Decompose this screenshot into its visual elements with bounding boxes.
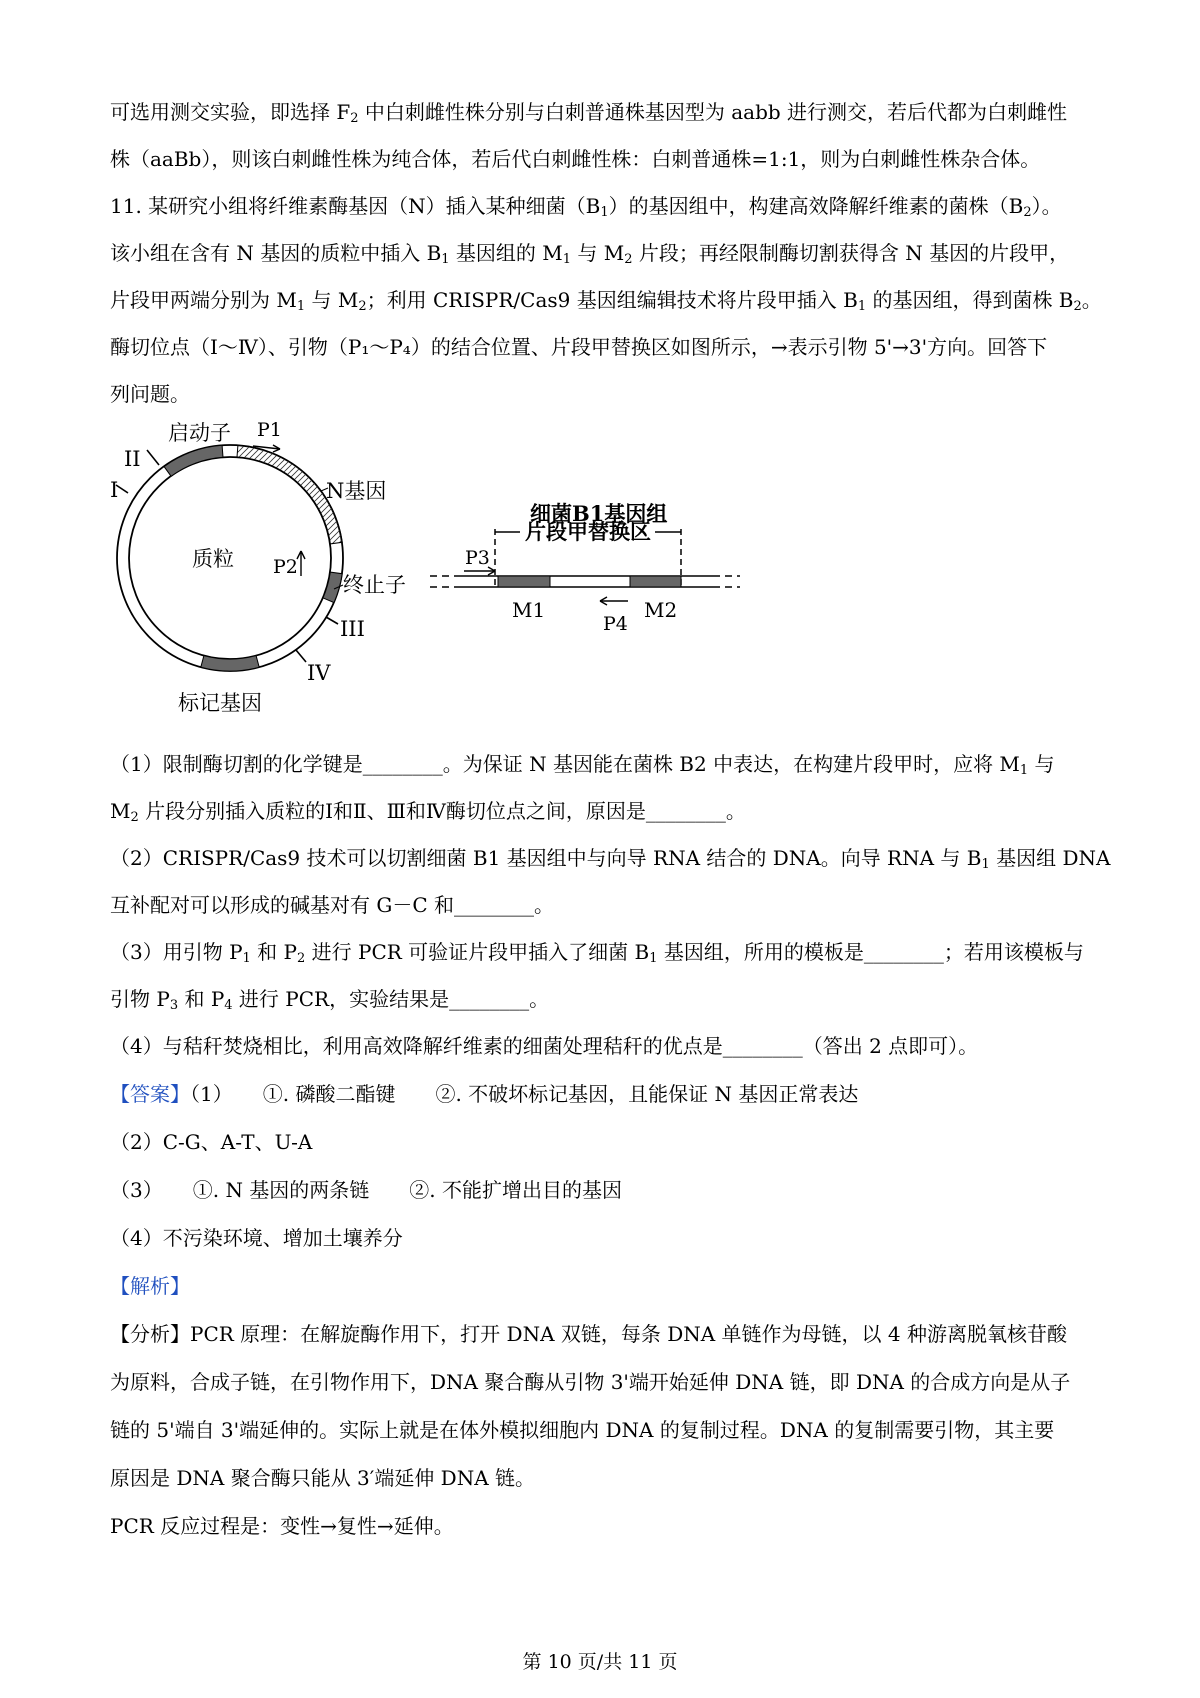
answer-line-1: 【答案】（1） ①. 磷酸二酯键 ②. 不破坏标记基因，且能保证 N 基因正常表达: [110, 1082, 859, 1106]
q11-line-3: 片段甲两端分别为 $M_1$ 与 $M_2$；利用 CRISPR/Cas9 基因组编辑技术将片段甲插入 $B_1$ 的基因组，得到菌株 $B_2$。: [110, 288, 1102, 314]
intro-line-2: 株（aaBb），则该白刺雌性株为纯合体，若后代白刺雌性株：白刺普通株=1:1，则为白刺雌性株杂合体。: [110, 147, 1041, 171]
q2-line-1: （2）CRISPR/Cas9 技术可以切割细菌 B1 基因组中与向导 RNA 结合的 DNA。向导 RNA 与 $B_1$ 基因组 DNA: [110, 846, 1111, 872]
intro-line-1: 可选用测交实验，即选择 $F_2$ 中白刺雌性株分别与白刺普通株基因型为 aabb 进行测交，若后代都为白刺雌性: [110, 100, 1068, 126]
promoter-segment: [164, 445, 223, 476]
analysis-tag: 【解析】: [110, 1274, 190, 1298]
analysis-line-2: 为原料，合成子链，在引物作用下，DNA 聚合酶从引物 3'端开始延伸 DNA 链，即 DNA 的合成方向是从子: [110, 1370, 1071, 1394]
p4-label: P4: [603, 613, 628, 635]
site-4-label: IV: [307, 661, 331, 685]
site-3-label: III: [340, 617, 365, 641]
q11-line-4: 酶切位点（Ⅰ～Ⅳ）、引物（P₁～P₄）的结合位置、片段甲替换区如图所示，→表示引物 5'→3'方向。回答下: [110, 335, 1048, 359]
q1-line-2: $M_2$ 片段分别插入质粒的Ⅰ和Ⅱ、Ⅲ和Ⅳ酶切位点之间，原因是________。: [110, 799, 746, 825]
analysis-line-1: 【分析】PCR 原理：在解旋酶作用下，打开 DNA 双链，每条 DNA 单链作为母链，以 4 种游离脱氧核苷酸: [110, 1322, 1068, 1346]
genome-title: 细菌B1基因组: [530, 501, 668, 526]
analysis-line-5: PCR 反应过程是：变性→复性→延伸。: [110, 1514, 454, 1538]
answer-line-4: （4）不污染环境、增加土壤养分: [110, 1226, 403, 1250]
promoter-label: 启动子: [168, 421, 231, 445]
m2-label: M2: [644, 598, 678, 622]
plasmid-genome-figure: [110, 418, 830, 748]
plasmid-label: 质粒: [192, 547, 234, 571]
q11-line-1: 11. 某研究小组将纤维素酶基因（N）插入某种细菌$(B_1)$的基因组中，构建高效降解纤维素的菌株$(B_2)$。: [110, 194, 1062, 220]
site-2-label: II: [124, 447, 141, 471]
site-4-tick: [296, 650, 306, 662]
answer-line-2: （2）C-G、A-T、U-A: [110, 1130, 313, 1154]
site-2-tick: [147, 450, 159, 465]
m2-segment: [630, 576, 681, 587]
q11-line-2: 该小组在含有 N 基因的质粒中插入 $B_1$ 基因组的 $M_1$ 与 $M_2$ 片段；再经限制酶切割获得含 N 基因的片段甲，: [110, 241, 1070, 267]
marker-gene-segment: [201, 656, 259, 671]
q1-line-1: （1）限制酶切割的化学键是________。为保证 N 基因能在菌株 B2 中表达，在构建片段甲时，应将 $M_1$ 与: [110, 752, 1055, 778]
p3-label: P3: [465, 547, 490, 569]
site-3-tick: [326, 617, 338, 624]
answer-tag: 【答案】: [110, 1082, 190, 1106]
analysis-line-4: 原因是 DNA 聚合酶只能从 3′端延伸 DNA 链。: [110, 1466, 536, 1490]
m1-segment: [498, 576, 550, 587]
n-gene-label: N基因: [326, 479, 387, 503]
q2-line-2: 互补配对可以形成的碱基对有 G－C 和________。: [110, 893, 554, 917]
site-1-label: I: [110, 478, 119, 502]
terminator-label: 终止子: [343, 573, 406, 597]
p1-label: P1: [257, 419, 282, 441]
replace-region-label: 片段甲替换区: [525, 519, 651, 544]
q11-line-5: 列问题。: [110, 382, 190, 406]
page-footer: 第 10 页/共 11 页: [522, 1651, 678, 1673]
q3-line-1: （3）用引物 $P_1$ 和 $P_2$ 进行 PCR 可验证片段甲插入了细菌 $B_1$ 基因组，所用的模板是________；若用该模板与: [110, 940, 1084, 966]
q3-line-2: 引物 $P_3$ 和 $P_4$ 进行 PCR，实验结果是________。: [110, 987, 550, 1013]
answer-line-3: （3） ①. N 基因的两条链 ②. 不能扩增出目的基因: [110, 1178, 623, 1202]
analysis-line-3: 链的 5'端自 3'端延伸的。实际上就是在体外模拟细胞内 DNA 的复制过程。DNA 的复制需要引物，其主要: [110, 1418, 1055, 1442]
q4-line: （4）与秸秆焚烧相比，利用高效降解纤维素的细菌处理秸秆的优点是________（答出 2 点即可）。: [110, 1034, 979, 1058]
marker-gene-label: 标记基因: [178, 691, 262, 715]
m1-label: M1: [512, 598, 546, 622]
p2-label: P2: [273, 556, 298, 578]
